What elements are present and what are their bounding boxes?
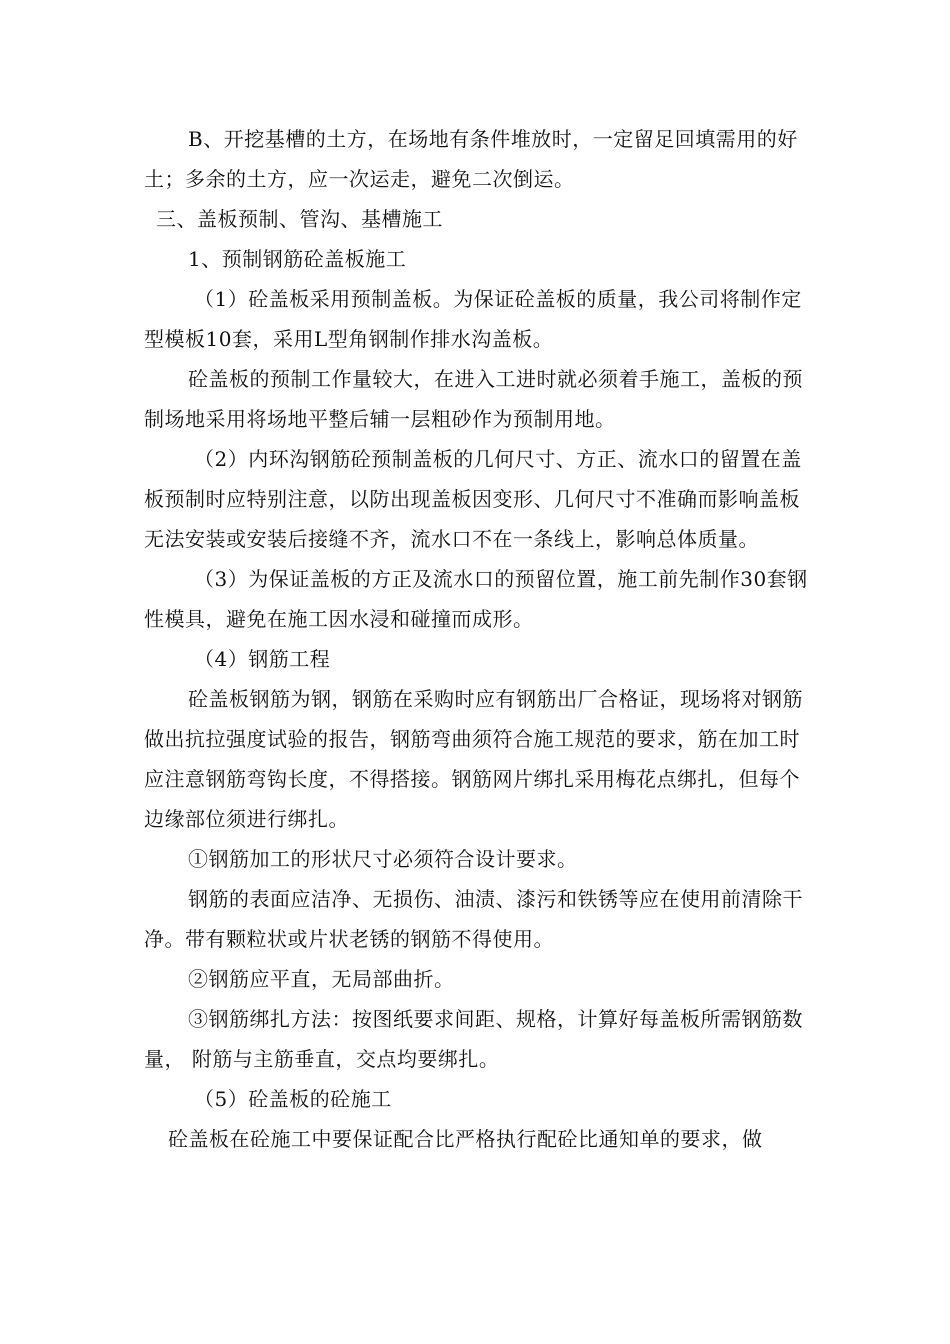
paragraph-item-1: （1）砼盖板采用预制盖板。为保证砼盖板的质量，我公司将制作定型模板10套，采用L型角钢制作排水沟盖板。 [144, 287, 802, 351]
paragraph-rebar-point-1: ①钢筋加工的形状尺寸必须符合设计要求。 [188, 847, 578, 871]
paragraph-rebar-surface: 钢筋的表面应洁净、无损伤、油渍、漆污和铁锈等应在使用前清除干净。带有颗粒状或片状老锈的钢筋不得使用。 [144, 887, 803, 951]
paragraph-rebar-point-3: ③钢筋绑扎方法：按图纸要求间距、规格，计算好每盖板所需钢筋数量， 附筋与主筋垂直，交点均要绑扎。 [144, 1007, 803, 1071]
paragraph-earthwork-b: B、开挖基槽的土方，在场地有条件堆放时，一定留足回填需用的好土；多余的土方，应一次运走，避免二次倒运。 [144, 127, 798, 191]
document-body [144, 119, 810, 1159]
paragraph-concrete-mix: 砼盖板在砼施工中要保证配合比严格执行配砼比通知单的要求，做 [168, 1127, 763, 1151]
paragraph-rebar-spec: 砼盖板钢筋为钢，钢筋在采购时应有钢筋出厂合格证，现场将对钢筋做出抗拉强度试验的报告，钢筋弯曲须符合施工规范的要求，筋在加工时应注意钢筋弯钩长度，不得搭接。钢筋网片绑扎采用梅花点绑扎，但每个边缘部位须进行绑扎。 [144, 687, 803, 831]
paragraph-item-2: （2）内环沟钢筋砼预制盖板的几何尺寸、方正、流水口的留置在盖板预制时应特别注意，以防出现盖板因变形、几何尺寸不准确而影响盖板无法安装或安装后接缝不齐，流水口不在一条线上，影响总体质量。 [144, 447, 802, 551]
paragraph-rebar-point-2: ②钢筋应平直，无局部曲折。 [188, 967, 455, 991]
paragraph-item-5-heading: （5）砼盖板的砼施工 [194, 1087, 392, 1111]
paragraph-item-4-heading: （4）钢筋工程 [194, 647, 331, 671]
section-heading-three: 三、盖板预制、管沟、基槽施工 [156, 207, 443, 231]
paragraph-item-3: （3）为保证盖板的方正及流水口的预留位置，施工前先制作30套钢性模具，避免在施工因水浸和碰撞而成形。 [144, 567, 808, 631]
paragraph-precast-site: 砼盖板的预制工作量较大，在进入工进时就必须着手施工，盖板的预制场地采用将场地平整后辅一层粗砂作为预制用地。 [144, 367, 803, 431]
subsection-heading-1: 1、预制钢筋砼盖板施工 [188, 247, 407, 271]
